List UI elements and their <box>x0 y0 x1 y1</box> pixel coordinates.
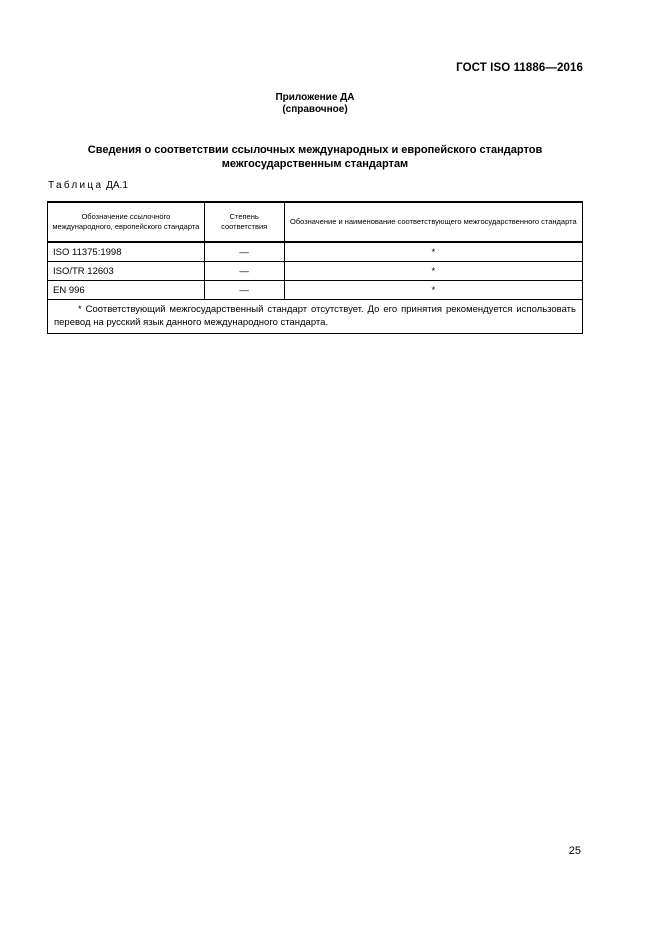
table-header-row <box>48 202 583 242</box>
footnote-text: * Соответствующий межгосударственный стандарт отсутствует. До его принятия рекомендуется использовать перевод на русский язык данного международного стандарта. <box>54 304 576 328</box>
annex-title: Приложение ДА <box>275 92 355 103</box>
column-header-degree: Степень соответствия <box>204 202 284 242</box>
table-caption-word: Таблица <box>48 180 104 191</box>
table-row <box>48 242 583 262</box>
column-header-designation: Обозначение ссылочного международного, европейского стандарта <box>48 202 205 242</box>
correspondence-table <box>47 201 583 334</box>
cell-interstate: * <box>284 242 582 262</box>
cell-degree: — <box>204 281 284 300</box>
table-footnote <box>48 300 583 334</box>
annex-heading-line1: Сведения о соответствии ссылочных международных и европейского стандартов <box>87 144 543 156</box>
cell-designation: EN 996 <box>48 281 205 300</box>
cell-degree: — <box>204 242 284 262</box>
annex-subtitle: (справочное) <box>282 104 348 115</box>
page-number: 25 <box>568 845 581 857</box>
document-code: ГОСТ ISO 11886—2016 <box>456 62 583 74</box>
cell-designation: ISO 11375:1998 <box>48 242 205 262</box>
column-header-interstate: Обозначение и наименование соответствующего межгосударственного стандарта <box>284 202 582 242</box>
table-caption-number: ДА.1 <box>106 180 128 191</box>
annex-heading-line2: межгосударственным стандартам <box>221 158 409 170</box>
table-footnote-row <box>48 300 583 334</box>
annex-heading <box>0 143 630 171</box>
cell-designation: ISO/TR 12603 <box>48 262 205 281</box>
table-row <box>48 281 583 300</box>
cell-interstate: * <box>284 281 582 300</box>
cell-interstate: * <box>284 262 582 281</box>
cell-degree: — <box>204 262 284 281</box>
table-caption <box>48 180 128 191</box>
table-row <box>48 262 583 281</box>
annex-title-block <box>0 92 630 116</box>
